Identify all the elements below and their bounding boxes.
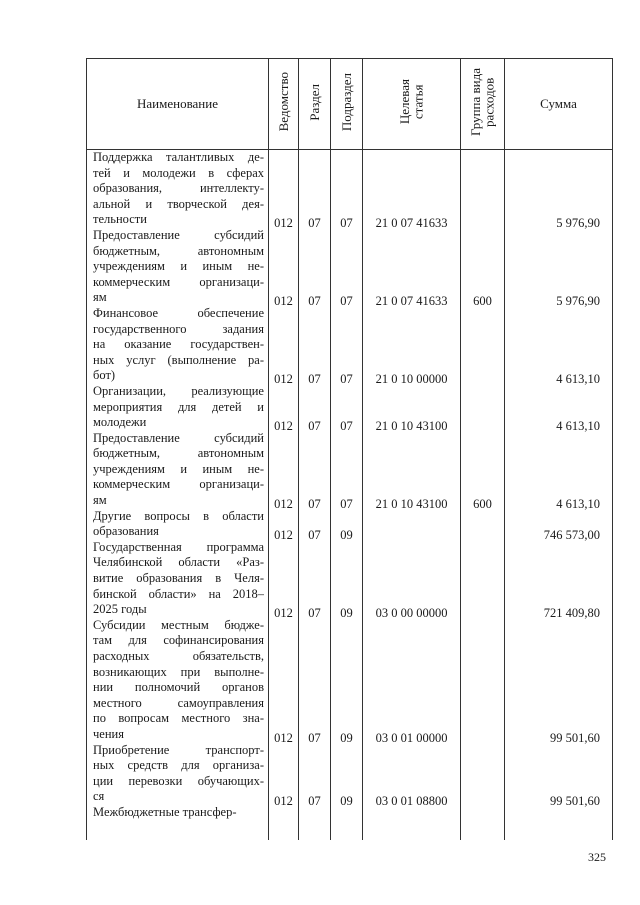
row-amount: 746 573,00 xyxy=(543,528,600,543)
row-name-line: коммерческим организаци- xyxy=(93,274,264,289)
row-name-line: государственного задания xyxy=(93,321,264,336)
row-section: 07 xyxy=(308,793,321,808)
row-name xyxy=(87,540,268,618)
row-subsection: 09 xyxy=(340,528,353,543)
col-target-article xyxy=(363,150,461,841)
col-subsection xyxy=(331,150,363,841)
row-name-line: нии полномочий органов xyxy=(93,680,264,695)
row-subsection: 07 xyxy=(340,419,353,434)
col-section xyxy=(299,150,331,841)
row-target-article: 03 0 01 08800 xyxy=(375,793,448,808)
row-subsection: 07 xyxy=(340,216,353,231)
row-amount: 4 613,10 xyxy=(556,372,600,387)
row-name-line: местного самоуправления xyxy=(93,695,264,710)
row-subsection: 07 xyxy=(340,294,353,309)
row-target-article: 21 0 10 00000 xyxy=(375,372,448,387)
row-name-line: Предоставление субсидий xyxy=(93,430,264,445)
row-name-line: Предоставление субсидий xyxy=(93,227,264,242)
row-department: 012 xyxy=(274,793,293,808)
row-subsection: 07 xyxy=(340,372,353,387)
row-name-line: Организации, реализующие xyxy=(93,383,264,398)
header-section: Раздел xyxy=(299,59,331,150)
row-name-line: молодежи xyxy=(93,415,147,430)
row-subsection: 09 xyxy=(340,793,353,808)
row-name-line: образования, интеллекту- xyxy=(93,181,264,196)
row-name-line: Другие вопросы в области xyxy=(93,508,264,523)
row-department: 012 xyxy=(274,419,293,434)
row-name xyxy=(87,805,268,821)
row-name-line: ных услуг (выполнение ра- xyxy=(93,352,264,367)
row-section: 07 xyxy=(308,372,321,387)
row-name xyxy=(87,743,268,805)
row-target-article: 03 0 01 00000 xyxy=(375,731,448,746)
row-name-line: чения xyxy=(93,726,124,741)
row-target-article: 21 0 07 41633 xyxy=(375,294,448,309)
row-name-line: на оказание государствен- xyxy=(93,337,264,352)
col-expense-group xyxy=(461,150,505,841)
row-name-line: ных средств для организа- xyxy=(93,758,264,773)
col-department xyxy=(269,150,299,841)
row-section: 07 xyxy=(308,216,321,231)
row-name xyxy=(87,384,268,431)
row-section: 07 xyxy=(308,528,321,543)
row-subsection: 09 xyxy=(340,606,353,621)
row-section: 07 xyxy=(308,606,321,621)
row-name-line: учреждениям и иным не- xyxy=(93,259,264,274)
row-name-line: учреждениям и иным не- xyxy=(93,461,264,476)
row-subsection: 09 xyxy=(340,731,353,746)
header-amount: Сумма xyxy=(505,59,613,150)
row-name xyxy=(87,509,268,540)
row-name-line: по вопросам местного зна- xyxy=(93,711,264,726)
row-amount: 5 976,90 xyxy=(556,216,600,231)
row-name-line: там для софинансирования xyxy=(93,633,264,648)
row-name-line: бинской области» на 2018– xyxy=(93,586,264,601)
row-name-line: ям xyxy=(93,290,107,305)
header-name: Наименование xyxy=(87,59,269,150)
row-name-line: ям xyxy=(93,493,107,508)
row-subsection: 07 xyxy=(340,497,353,512)
row-amount: 4 613,10 xyxy=(556,419,600,434)
row-section: 07 xyxy=(308,497,321,512)
row-amount: 721 409,80 xyxy=(543,606,600,621)
row-name-line: Челябинской области «Раз- xyxy=(93,555,264,570)
row-department: 012 xyxy=(274,528,293,543)
header-subsection: Подраздел xyxy=(331,59,363,150)
row-name-line: Приобретение транспорт- xyxy=(93,742,264,757)
row-department: 012 xyxy=(274,731,293,746)
table-body-row xyxy=(87,150,613,841)
budget-table xyxy=(86,58,613,840)
row-target-article: 21 0 10 43100 xyxy=(375,419,448,434)
row-amount: 4 613,10 xyxy=(556,497,600,512)
col-amount xyxy=(505,150,613,841)
row-department: 012 xyxy=(274,606,293,621)
row-name xyxy=(87,150,268,228)
row-target-article: 03 0 00 00000 xyxy=(375,606,448,621)
row-name-line: альной и творческой дея- xyxy=(93,196,264,211)
row-target-article: 21 0 10 43100 xyxy=(375,497,448,512)
row-section: 07 xyxy=(308,731,321,746)
row-department: 012 xyxy=(274,294,293,309)
row-name-line: бот) xyxy=(93,368,116,383)
row-target-article: 21 0 07 41633 xyxy=(375,216,448,231)
row-name-line: возникающих при выполне- xyxy=(93,664,264,679)
table-header xyxy=(87,59,613,150)
row-name xyxy=(87,431,268,509)
row-name-line: Субсидии местным бюдже- xyxy=(93,617,264,632)
row-name-line: Государственная программа xyxy=(93,539,264,554)
row-name xyxy=(87,306,268,384)
row-name-line: бюджетным, автономным xyxy=(93,446,264,461)
row-name-line: образования xyxy=(93,524,159,539)
row-department: 012 xyxy=(274,216,293,231)
row-name-line: тельности xyxy=(93,212,147,227)
header-department: Ведомство xyxy=(269,59,299,150)
page-number: 325 xyxy=(588,850,606,864)
row-expense-group: 600 xyxy=(473,294,492,309)
row-name-line: бюджетным, автономным xyxy=(93,243,264,258)
row-name-line: Поддержка талантливых де- xyxy=(93,150,264,164)
table-body xyxy=(87,150,613,841)
row-name-line: мероприятия для детей и xyxy=(93,399,264,414)
row-section: 07 xyxy=(308,294,321,309)
row-department: 012 xyxy=(274,497,293,512)
col-name xyxy=(87,150,269,841)
header-expense-group: Группа вида расходов xyxy=(461,59,505,150)
row-name-line: Межбюджетные трансфер- xyxy=(93,804,237,819)
row-name-line: ся xyxy=(93,789,105,804)
row-name-line: Финансовое обеспечение xyxy=(93,305,264,320)
row-name-line: расходных обязательств, xyxy=(93,649,264,663)
row-name-line: коммерческим организаци- xyxy=(93,477,264,492)
row-name-line: ции перевозки обучающих- xyxy=(93,773,264,788)
row-amount: 99 501,60 xyxy=(550,793,600,808)
row-expense-group: 600 xyxy=(473,497,492,512)
row-name xyxy=(87,618,268,743)
row-name-line: витие образования в Челя- xyxy=(93,571,264,586)
row-name-line: тей и молодежи в сферах xyxy=(93,165,264,180)
row-amount: 5 976,90 xyxy=(556,294,600,309)
row-section: 07 xyxy=(308,419,321,434)
row-department: 012 xyxy=(274,372,293,387)
header-target-article: Целевая статья xyxy=(363,59,461,150)
row-amount: 99 501,60 xyxy=(550,731,600,746)
row-name xyxy=(87,228,268,306)
row-name-line: 2025 годы xyxy=(93,602,147,617)
